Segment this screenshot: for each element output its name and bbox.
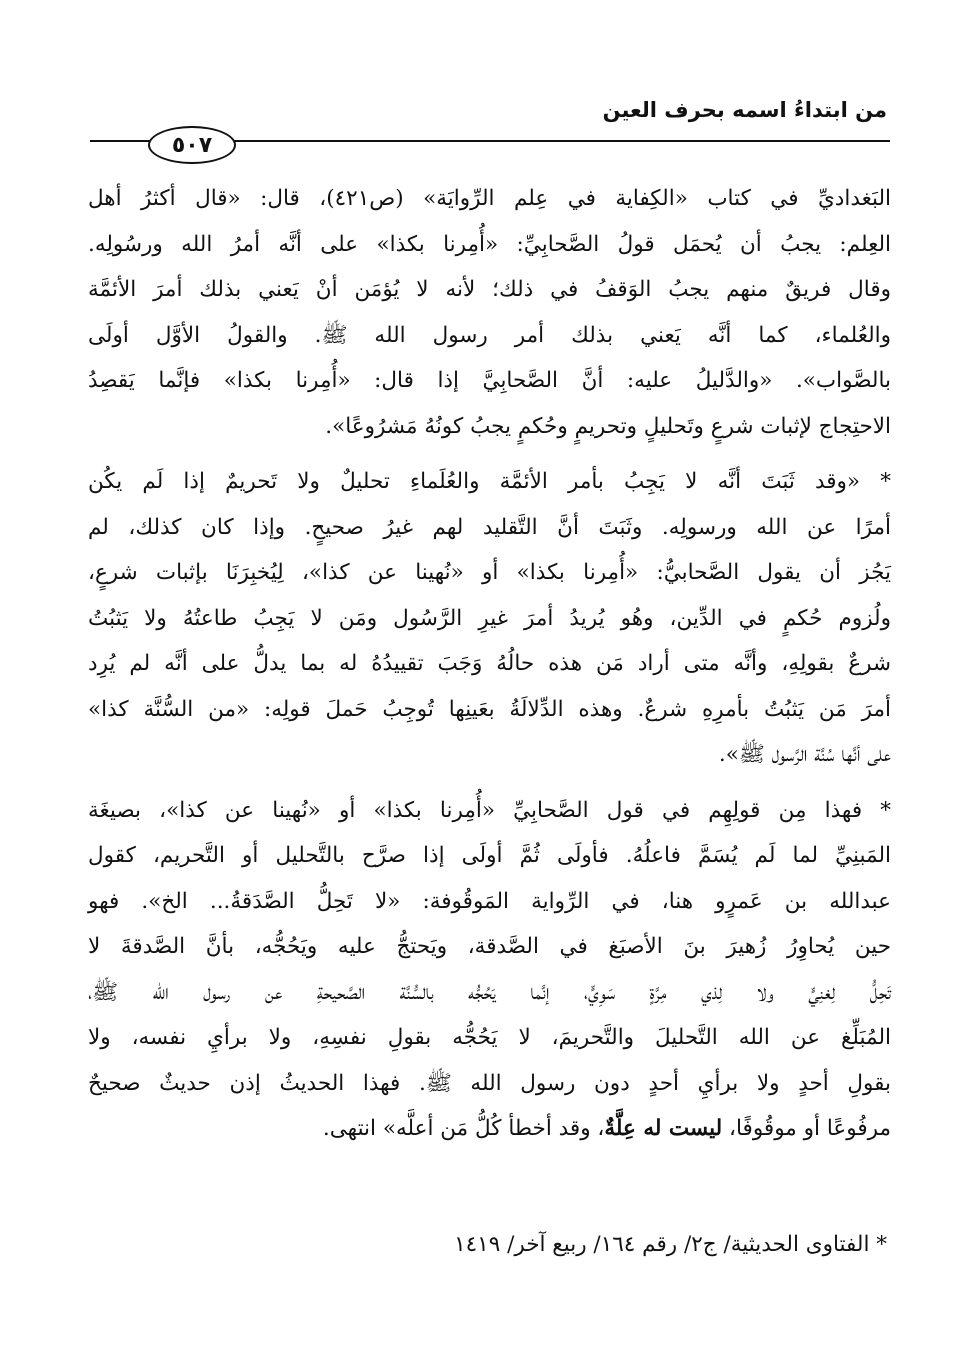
text-line: شرعٌ بقولِهِ، وأنَّه متى أراد مَن هذه حالُهُ وَجَبَ تقييدُهُ له بما يدلُّ على أنَّه لم يُرِد	[88, 651, 891, 676]
text-line: الاحتِجاج لإثبات شرعٍ وتَحليلٍ وتحريمٍ وحُكمٍ يجبُ كونُهُ مَشرُوعًا».	[325, 413, 891, 439]
text-line: عبدالله بن عَمرٍو هنا، في الرِّواية المَوقُوفة: «لا تَحِلُّ الصَّدَقةُ... الخ». فهو	[88, 888, 891, 914]
text-line: والعُلماء، كما أنَّه يَعني بذلك أمر رسول الله ﷺ. والقولُ الأوَّل أولَى	[88, 322, 891, 348]
text-line: ولُزوم حُكمٍ في الدِّين، وهُو يُريدُ أمرَ غيرِ الرَّسُول ومَن لا يَجِبُ طاعتُهُ ولا يَثبُتُ	[88, 605, 891, 631]
text-line: بقولِ أحدٍ ولا برأيِ أحدٍ دون رسول الله ﷺ. فهذا الحديثُ إذن حديثٌ صحيحٌ	[88, 1070, 891, 1096]
text-line: المُبَلِّغ عن الله التَّحليلَ والتَّحريمَ، لا يَحُجُّه بقولِ نفسِهِ، ولا برأيِ نفسه، ولا	[88, 1025, 891, 1050]
text-line: أمرًا عن الله ورسولِه. وثَبَتَ أنَّ التَّقليد لهم غيرُ صحيحٍ. وإذا كان كذلك، لم	[88, 514, 891, 540]
text-line-final	[88, 1106, 891, 1152]
text-line: * «وقد ثَبَتَ أنَّه لا يَجِبُ بأمر الأئمَّة والعُلَماءِ تحليلٌ ولا تَحريمٌ إذا لَم يكُن	[88, 469, 891, 494]
text-line: المَبنِيِّ لما لَم يُسَمَّ فاعلُهُ. فأولَى ثُمَّ أولَى إذا صرَّح بالتَّحليل أو التَّحريم، كقول	[88, 843, 891, 868]
text-line: * فهذا مِن قولِهِم في قول الصَّحابِيِّ «أُمِرنا بكذا» أو «نُهينا عن كذا»، بصيغَة	[88, 797, 891, 823]
body-text	[88, 176, 891, 1152]
text-line: حين يُحاوِرُ زُهيرَ بنَ الأصبَغ في الصَّدقة، ويَحتجُّ عليه ويَحُجُّه، بأنَّ الصَّدقةَ لا	[88, 934, 891, 959]
text-run: ، وقد أخطأ كُلُّ مَن أعلَّه» انتهى.	[322, 1116, 605, 1141]
text-line: أمرَ مَن يَثبُتُ بأمرِهِ شرعٌ. وهذه الدِّلالَةُ بعَينِها تُوجِبُ حَملَ قولِه: «من السُّنَّة كذا»	[88, 696, 891, 722]
text-line: على أنَّها سُنَّة الرَّسول ﷺ».	[718, 742, 891, 767]
text-line: بالصَّواب». «والدَّليلُ عليه: أنَّ الصَّحابِيَّ إذا قال: «أُمِرنا بكذا» فإنَّما يَقصِدُ	[88, 368, 891, 393]
text-line: تَحِلُّ لِغنِيٍّ ولا لِذي مِرَّةٍ سَوِيٍّ، إنَّما يَحُجُّه بالسُّنَّة الصَّحيحةِ عن رسول الله ﷺ،	[88, 979, 891, 1005]
text-line: وقال فريقٌ منهم يجبُ الوَقفُ في ذلك؛ لأنه لا يُؤمَن أنْ يَعني بذلك أمرَ الأئمَّة	[88, 277, 891, 302]
text-line: يَجُز أن يقول الصَّحابيُّ: «أُمِرنا بكذا» أو «نُهينا عن كذا»، لِيُخبِرَنَا بإثبات شرعٍ،	[88, 560, 891, 585]
paragraph-3	[88, 788, 891, 1152]
paragraph-1	[88, 176, 891, 449]
footer-reference: * الفتاوى الحديثية/ ج٢/ رقم ١٦٤/ ربيع آخر/ ١٤١٩	[454, 1232, 887, 1257]
page-number: ٥٠٧	[148, 126, 236, 164]
text-line: العِلم: يجبُ أن يُحمَل قولُ الصَّحابِيِّ: «أُمِرنا بكذا» على أنَّه أمرُ الله ورسُولِه.	[88, 231, 891, 257]
text-line: البَغداديِّ في كتاب «الكِفاية في عِلم الرِّوايَة» (ص٤٢١)، قال: «قال أكثرُ أهل	[88, 186, 891, 211]
running-title: من ابتداءُ اسمه بحرف العين	[602, 98, 887, 122]
emphasis-text: ليست له عِلَّةٌ	[604, 1116, 723, 1141]
paragraph-2	[88, 459, 891, 778]
text-run: مرفُوعًا أو موقُوفًا،	[722, 1116, 891, 1141]
